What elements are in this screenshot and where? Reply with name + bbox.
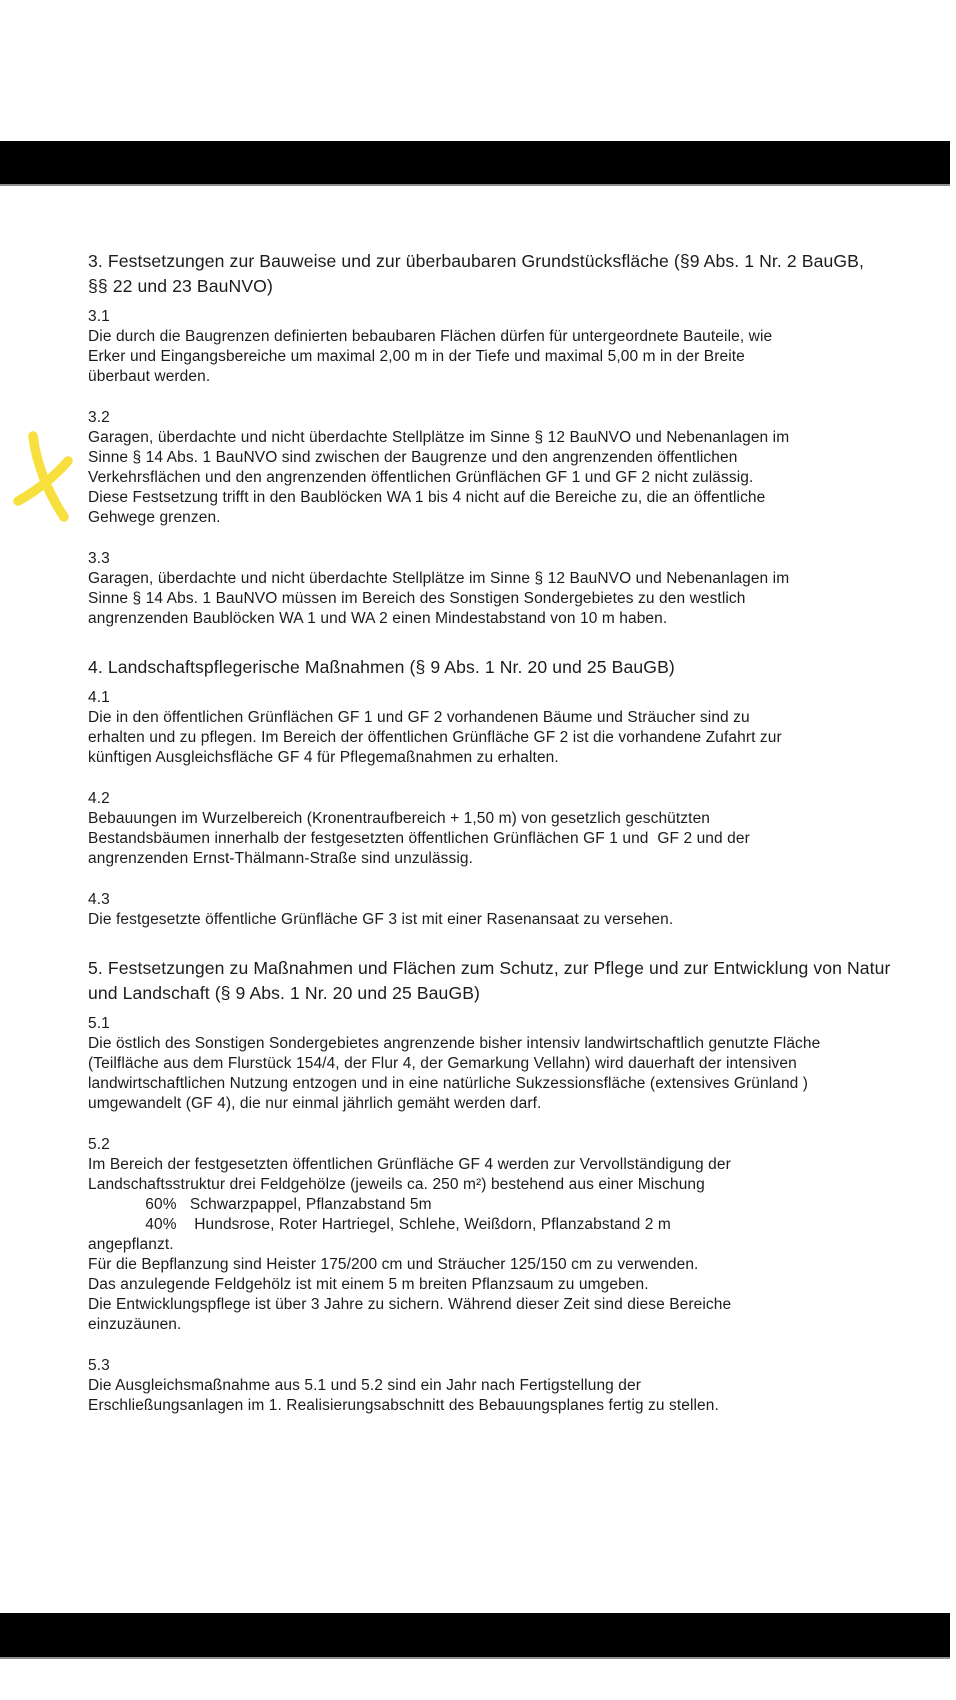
- highlighter-x-mark-icon: [5, 428, 79, 526]
- text-line: angepflanzt.: [88, 1236, 174, 1253]
- text-line: Bestandsbäumen innerhalb der festgesetzten öffentlichen Grünflächen GF 1 und GF 2 und der: [88, 830, 750, 847]
- text-line: 60% Schwarzpappel, Pflanzabstand 5m: [88, 1196, 432, 1213]
- text-line: Die Entwicklungspflege ist über 3 Jahre zu sichern. Während dieser Zeit sind diese Bereiche: [88, 1296, 732, 1313]
- text-line: 3.1: [88, 308, 110, 325]
- text-line: Erker und Eingangsbereiche um maximal 2,00 m in der Tiefe und maximal 5,00 m in der Breite: [88, 348, 745, 365]
- paragraph-4-1: [88, 708, 933, 768]
- text-line: 4.2: [88, 790, 110, 807]
- paragraph-5-1: [88, 1034, 933, 1114]
- top-redaction-bar: [0, 141, 950, 186]
- text-line: Die in den öffentlichen Grünflächen GF 1 und GF 2 vorhandenen Bäume und Sträucher sind zu: [88, 709, 750, 726]
- section-label-5-3: [88, 1356, 933, 1376]
- text-line: Sinne § 14 Abs. 1 BauNVO sind zwischen der Baugrenze und den angrenzenden öffentlichen: [88, 449, 738, 466]
- text-line: Das anzulegende Feldgehölz ist mit einem 5 m breiten Pflanzsaum zu umgeben.: [88, 1276, 649, 1293]
- text-line: Erschließungsanlagen im 1. Realisierungsabschnitt des Bebauungsplanes fertig zu stellen.: [88, 1397, 719, 1414]
- bottom-redaction-bar: [0, 1613, 950, 1659]
- text-line: und Landschaft (§ 9 Abs. 1 Nr. 20 und 25 BauGB): [88, 983, 481, 1003]
- text-line: Sinne § 14 Abs. 1 BauNVO müssen im Bereich des Sonstigen Sondergebietes zu den westlich: [88, 590, 746, 607]
- text-line: Gehwege grenzen.: [88, 509, 221, 526]
- text-line: überbaut werden.: [88, 368, 211, 385]
- text-line: 4. Landschaftspflegerische Maßnahmen (§ 9 Abs. 1 Nr. 20 und 25 BauGB): [88, 657, 675, 677]
- text-line: 5.3: [88, 1357, 110, 1374]
- section-label-3-2: [88, 408, 933, 428]
- text-line: angrenzenden Ernst-Thälmann-Straße sind unzulässig.: [88, 850, 474, 867]
- text-line: 40% Hundsrose, Roter Hartriegel, Schlehe, Weißdorn, Pflanzabstand 2 m: [88, 1216, 671, 1233]
- text-line: Für die Bepflanzung sind Heister 175/200 cm und Sträucher 125/150 cm zu verwenden.: [88, 1256, 699, 1273]
- text-line: angrenzenden Baublöcken WA 1 und WA 2 einen Mindestabstand von 10 m haben.: [88, 610, 668, 627]
- text-line: 4.3: [88, 891, 110, 908]
- text-line: einzuzäunen.: [88, 1316, 182, 1333]
- text-line: §§ 22 und 23 BauNVO): [88, 276, 273, 296]
- text-line: erhalten und zu pflegen. Im Bereich der öffentlichen Grünfläche GF 2 ist die vorhandene Zufahrt zur: [88, 729, 782, 746]
- text-line: 5.1: [88, 1015, 110, 1032]
- text-line: Diese Festsetzung trifft in den Baublöcken WA 1 bis 4 nicht auf die Bereiche zu, die an öffentliche: [88, 489, 766, 506]
- section-label-4-2: [88, 789, 933, 809]
- text-line: Die durch die Baugrenzen definierten bebaubaren Flächen dürfen für untergeordnete Bauteile, wie: [88, 328, 773, 345]
- section-label-4-3: [88, 890, 933, 910]
- text-line: 5. Festsetzungen zu Maßnahmen und Flächen zum Schutz, zur Pflege und zur Entwicklung von Natur: [88, 958, 891, 978]
- text-line: Landschaftsstruktur drei Feldgehölze (jeweils ca. 250 m²) bestehend aus einer Mischung: [88, 1176, 705, 1193]
- text-line: 3. Festsetzungen zur Bauweise und zur überbaubaren Grundstücksfläche (§9 Abs. 1 Nr. 2 BauGB,: [88, 251, 864, 271]
- section-label-3-3: [88, 549, 933, 569]
- section-label-5-1: [88, 1014, 933, 1034]
- text-line: Bebauungen im Wurzelbereich (Kronentraufbereich + 1,50 m) von gesetzlich geschützten: [88, 810, 711, 827]
- paragraph-3-3: [88, 569, 933, 629]
- section-heading-3: [88, 249, 933, 299]
- paragraph-4-2: [88, 809, 933, 869]
- text-line: Garagen, überdachte und nicht überdachte Stellplätze im Sinne § 12 BauNVO und Nebenanlagen im: [88, 570, 790, 587]
- text-line: (Teilfläche aus dem Flurstück 154/4, der Flur 4, der Gemarkung Vellahn) wird dauerhaft der intensiven: [88, 1055, 797, 1072]
- text-line: Die Ausgleichsmaßnahme aus 5.1 und 5.2 sind ein Jahr nach Fertigstellung der: [88, 1377, 641, 1394]
- text-line: 5.2: [88, 1136, 110, 1153]
- section-heading-4: [88, 655, 933, 680]
- paragraph-5-2: [88, 1155, 933, 1335]
- text-line: Im Bereich der festgesetzten öffentlichen Grünfläche GF 4 werden zur Vervollständigung der: [88, 1156, 731, 1173]
- paragraph-5-3: [88, 1376, 933, 1416]
- document-body: [88, 249, 933, 1416]
- section-label-4-1: [88, 688, 933, 708]
- section-label-5-2: [88, 1135, 933, 1155]
- text-line: Die festgesetzte öffentliche Grünfläche GF 3 ist mit einer Rasenansaat zu versehen.: [88, 911, 674, 928]
- text-line: 3.3: [88, 550, 110, 567]
- text-line: landwirtschaftlichen Nutzung entzogen und in eine natürliche Sukzessionsfläche (extensives Grünland ): [88, 1075, 809, 1092]
- text-line: umgewandelt (GF 4), die nur einmal jährlich gemäht werden darf.: [88, 1095, 542, 1112]
- text-line: Die östlich des Sonstigen Sondergebietes angrenzende bisher intensiv landwirtschaftlich genutzte Fläche: [88, 1035, 821, 1052]
- text-line: 3.2: [88, 409, 110, 426]
- text-line: künftigen Ausgleichsfläche GF 4 für Pflegemaßnahmen zu erhalten.: [88, 749, 559, 766]
- paragraph-3-1: [88, 327, 933, 387]
- section-label-3-1: [88, 307, 933, 327]
- text-line: Garagen, überdachte und nicht überdachte Stellplätze im Sinne § 12 BauNVO und Nebenanlagen im: [88, 429, 790, 446]
- text-line: Verkehrsflächen und den angrenzenden öffentlichen Grünflächen GF 1 und GF 2 nicht zulässig.: [88, 469, 754, 486]
- paragraph-4-3: [88, 910, 933, 930]
- text-line: 4.1: [88, 689, 110, 706]
- section-heading-5: [88, 956, 933, 1006]
- paragraph-3-2: [88, 428, 933, 528]
